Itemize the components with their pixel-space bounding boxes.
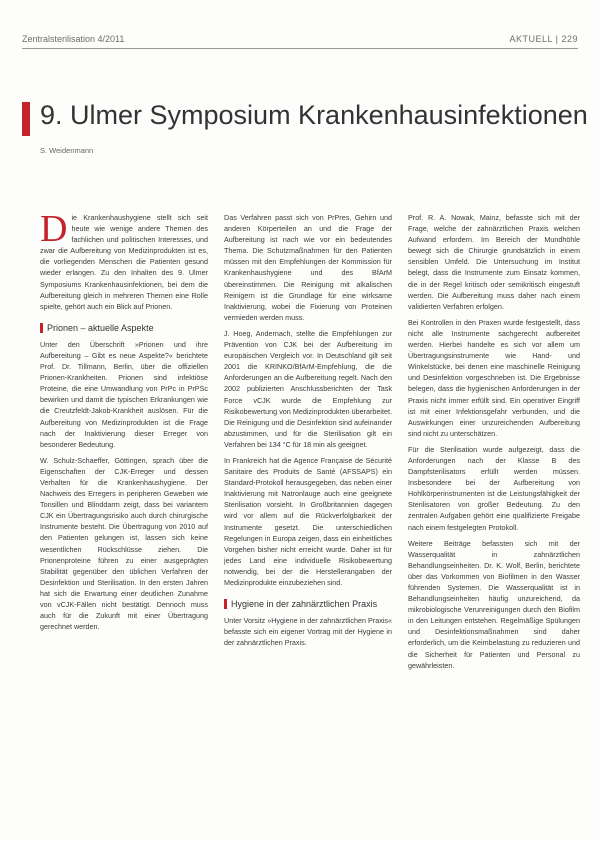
body-paragraph: Das Verfahren passt sich von PrPres, Gehirn und anderen Körperteilen an und die Frage der Aufbereitung ist nach wie vor ein bedeutendes Thema. Die Schutzmaßnahmen für den Patienten müssen mit den Empfehlungen der Kommission für Krankenhaushygiene und des BfArM übereinstimmen. Die Reinigung mit alkalischen Reinigern ist die Grundlage für eine wirksame Inaktivierung, wobei die Fixierung von Proteinen vermieden werden muss.: [224, 213, 392, 322]
section-page-number: AKTUELL | 229: [509, 34, 578, 44]
body-paragraph: J. Hoeg, Andernach, stellte die Empfehlungen zur Prävention von CJK bei der Aufbereitung im europäischen Vergleich vor. In Deutschland gilt seit 2001 die KRINKO/BfArM-Empfehlung, die die Anforderungen an die Aufbereitung regelt. Nach den 2002 publizierten Anschlussberichten der Task Force vCJK wurde die Empfehlung zur Risikobewertung von Medizinprodukten überarbeitet. Die Reinigung und die Desinfektion sind aufeinander abzustimmen, und für die Sterilisation gilt ein Verfahren bei 134 °C für 18 min als geeignet.: [224, 328, 392, 449]
text-column-1: [40, 212, 208, 827]
title-accent-bar: [22, 102, 30, 136]
body-paragraph: In Frankreich hat die Agence Française de Sécurité Sanitaire des Produits de Santé (AFSSAPS) ein Standard-Protokoll herausgegeben, das neben einer Inaktivierung mit Natronlauge auch eine geeignete Sterilisation vorsieht. In Großbritannien dagegen wird vor allem auf die Rückverfolgbarkeit der Instrumente gesetzt. Die unterschiedlichen Regelungen in Europa zeigen, dass ein einheitliches Vorgehen bisher nicht erreicht wurde. Daher ist für jedes Land eine individuelle Risikobewertung notwendig, bei der die Herstellerangaben der Medizinprodukte einzubeziehen sind.: [224, 455, 392, 587]
body-paragraph: Für die Sterilisation wurde aufgezeigt, dass die Anforderungen nach der Klasse B des Dampfsterilisators erfüllt werden müssen. Insbesondere bei der Aufbereitung von Hohlkörperinstrumenten ist die Leistungsfähigkeit der Sterilisatoren von großer Bedeutung. Zu den zentralen Aufgaben gehört eine qualifizierte Freigabe nach einem festgelegten Protokoll.: [408, 444, 580, 532]
drop-cap: D: [40, 212, 68, 250]
body-paragraph: Bei Kontrollen in den Praxen wurde festgestellt, dass nicht alle Instrumente sachgerecht aufbereitet werden. Hierbei handelte es sich vor allem um Übertragungsinstrumente wie Hand- und Winkelstücke, bei denen eine maschinelle Reinigung und Desinfektion vorgeschrieben ist. Die Ergebnisse belegen, dass die hygienischen Anforderungen in der Praxis nicht immer erfüllt sind. Ein operativer Eingriff ist mit einer Infektionsgefahr verbunden, und die Auswirkungen einer unzureichenden Aufbereitung sind nicht zu unterschätzen.: [408, 317, 580, 438]
article-title: 9. Ulmer Symposium Krankenhausinfektionen: [40, 100, 588, 130]
body-paragraph: Unter den Überschrift »Prionen und ihre Aufbereitung – Gibt es neue Aspekte?« berichtete Prof. Dr. Tillmann, Berlin, über die offiziellen Prionen-Krankheiten. Prionen sind infektiöse Proteine, die eine Umwandlung von PrPc in PrPSc bewirken und damit die typischen Erkrankungen wie die Creutzfeldt-Jakob-Krankheit auslösen. Für die Aufbereitung von Medizinprodukten ist die Frage nach der Inaktivierung dieser Erreger von besonderer Bedeutung.: [40, 339, 208, 449]
page-header: [22, 32, 578, 49]
body-paragraph: Unter Vorsitz »Hygiene in der zahnärztlichen Praxis« befasste sich ein eigener Vortrag mit der Hygiene in der zahnärztlichen Praxis.: [224, 616, 392, 648]
body-paragraph: Weitere Beiträge befassten sich mit der Wasserqualität in zahnärztlichen Behandlungseinheiten. Dr. K. Wolf, Berlin, berichtete über das Vorkommen von Biofilmen in den Wasser führenden Systemen. Die Wasserqualität ist in Behandlungseinheiten häufig unzureichend, da mikrobiologische Verunreinigungen durch den Biofilm in den Leitungen entstehen. Regelmäßige Spülungen und Desinfektionsmaßnahmen sind daher erforderlich, um die Keimbelastung zu reduzieren und die Sicherheit für Patienten und Personal zu gewährleisten.: [408, 538, 580, 670]
intro-text: ie Krankenhaushygiene stellt sich seit heute wie wenige andere Themen des fachlichen und politischen Interesses, und zwar die Aufbereitung von Medizinprodukten ist es, die vorliegenden Menschen die Patienten gesund wieder erlangen. Zu den Inhalten des 9. Ulmer Symposiums Krankenhausinfektionen, bei dem die Aufbereitung gleich in mehreren Themen eine Rolle spielte, gehört auch ein Blick auf Prionen.: [40, 213, 208, 311]
section-heading-hygiene-zahnarzt: Hygiene in der zahnärztlichen Praxis: [224, 598, 392, 610]
article-author: S. Weidenmann: [40, 146, 94, 155]
intro-paragraph: [40, 212, 208, 312]
text-column-2: [224, 212, 392, 827]
body-paragraph: W. Schulz-Schaeffer, Göttingen, sprach über die Eigenschaften der CJK-Erreger und dessen Verhalten für die Krankenhaushygiene. Der Nachweis des Erregers in peripheren Geweben wie Tonsillen und Blinddarm zeigt, dass bei variantem CJK ein Übertragungsrisiko auch durch chirurgische Instrumente besteht. Die Übertragung von 2010 auf den Patienten gelungen ist, lassen sich keine wesentlichen Rückschlüsse ziehen. Die Prionenproteine führen zu einer ausgeprägten Stabilität gegenüber den üblichen Verfahren der Desinfektion und Sterilisation. In den ersten Jahren hat sich die Erwartung einer deutlichen Zunahme von vCJK-Fällen nicht bestätigt. Dennoch muss auch für die Zukunft mit einer Übertragung gerechnet werden.: [40, 455, 208, 632]
section-heading-prionen: Prionen – aktuelle Aspekte: [40, 322, 208, 334]
journal-issue: Zentralsterilisation 4/2011: [22, 34, 125, 44]
body-paragraph: Prof. R. A. Nowak, Mainz, befasste sich mit der Frage, welche der zahnärztlichen Praxis welchen Aufwand erfordern. Im Bereich der Mundhöhle bewegt sich die Chirurgie grundsätzlich in einem sensiblen Umfeld. Die Untersuchung im Institut belegt, dass die Instrumente zum Einsatz kommen, die in der Regel kritisch oder semikritisch eingestuft werden. Die Aufbereitung muss daher nach einem validierten Verfahren erfolgen.: [408, 213, 580, 311]
text-column-3: [408, 212, 580, 827]
